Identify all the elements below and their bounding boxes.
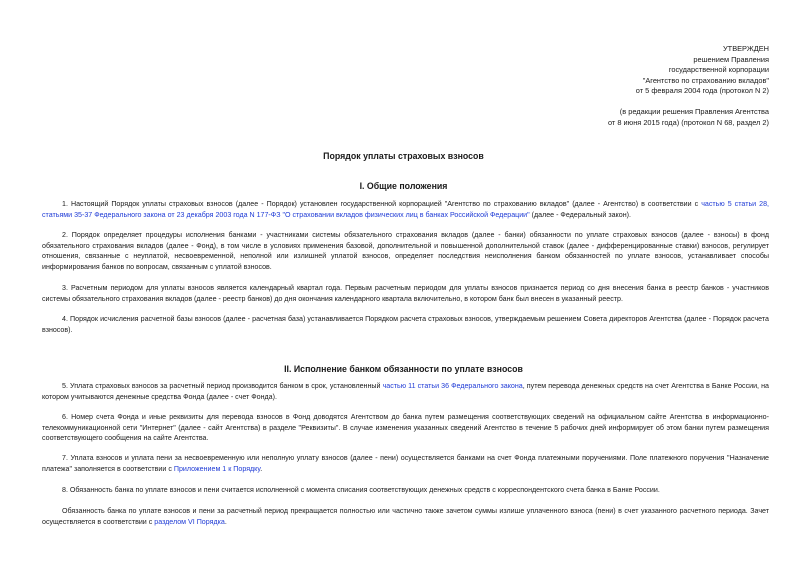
paragraph-6: 6. Номер счета Фонда и иные реквизиты для перевода взносов в Фонд доводятся Агентством до банка путем размещения соответствующих сведений на официальном сайте Агентства в информационно-телекоммуникационной сети "Интернет" (далее - сайт Агентства) в разделе "Реквизиты". В случае изменения указанных сведений Агентство в течение 5 рабочих дней информирует об этом банки путем размещения соответствующего сообщения на сайте Агентства. <box>42 413 769 443</box>
law-link[interactable]: частью 5 статьи 28, статьями 35-37 Федерального закона от 23 декабря 2003 года N 177-ФЗ "О страховании вкладов физических лиц в банках Российской Федерации" <box>42 200 769 219</box>
section-heading: I. Общие положения <box>359 181 448 191</box>
paragraph-2: 2. Порядок определяет процедуры исполнения банками - участниками системы обязательного страхования вкладов (далее - банки) обязанности по уплате страховых взносов (далее - взносы) в фонд обязательного страхования вкладов (далее - Фонд), в том числе в условиях применения базовой, дополнительной и повышенной дополнительной ставок (далее - дифференцированные ставки) взносов, регулирует отношения, связанные с неуплатой, несвоевременной, неполной или излишней уплатой взносов, определяет последствия неисполнения банком обязанностей по уплате взносов, устанавливает способы информирования банков по вопросам, связанным с уплатой взносов. <box>42 231 769 271</box>
paragraph-text: , путем перевода денежных средств на счет Агентства в Банке России, на котором учитываются денежные средства Фонда (далее - счет Фонда). <box>42 382 769 401</box>
paragraph-4: 4. Порядок исчисления расчетной базы взносов (далее - расчетная база) устанавливается Порядком расчета страховых взносов, утверждаемым решением Совета директоров Агентства (далее - Порядок расчета взносов). <box>42 315 769 334</box>
approval-line: решением Правления <box>693 54 769 64</box>
appendix-link[interactable]: Приложением 1 к Порядку <box>173 464 261 473</box>
document-title: Порядок уплаты страховых взносов <box>323 151 484 161</box>
section-link[interactable]: разделом VI Порядка <box>154 517 225 526</box>
approval-block <box>469 44 769 128</box>
edition-line: от 8 июня 2015 года) (протокол N 68, раздел 2) <box>607 117 769 127</box>
paragraph-1 <box>42 199 769 220</box>
paragraph-text: (далее - Федеральный закон). <box>529 210 631 219</box>
paragraph-3: 3. Расчетным периодом для уплаты взносов является календарный квартал года. Первым расчетным периодом для уплаты взносов признается период со дня внесения банка в реестр банков - участников системы обязательного страхования вкладов (далее - реестр банков) до дня окончания календарного квартала включительно, в котором банк был внесен в указанный реестр. <box>42 284 769 303</box>
paragraph-text: 5. Уплата страховых взносов за расчетный период производится банком в срок, установленный <box>62 382 383 390</box>
paragraph-text: 1. Настоящий Порядок уплаты страховых взносов (далее - Порядок) установлен государственной корпорацией "Агентство по страхованию вкладов" (далее - Агентство) в соответствии с <box>62 200 702 208</box>
paragraph-5 <box>42 381 769 402</box>
law-link[interactable]: частью 11 статьи 36 Федерального закона <box>382 382 523 390</box>
approval-line: "Агентство по страхованию вкладов" <box>642 75 769 85</box>
paragraph-text: . <box>224 517 227 526</box>
approval-line: государственной корпорации <box>668 65 769 75</box>
paragraph-text: . <box>260 464 263 473</box>
paragraph-text: Обязанность банка по уплате взносов и пени за расчетный период прекращается полностью или частично также зачетом суммы излише уплаченного взноса (пени) в счет указанного расчетного периода. Зачет осуществляется в соответствии с <box>42 507 769 526</box>
edition-line: (в редакции решения Правления Агентства <box>619 106 769 116</box>
paragraph-8: 8. Обязанность банка по уплате взносов и пени считается исполненной с момента списания соответствующих денежных средств с корреспондентского счета банка в Банке России. <box>62 486 660 494</box>
approval-line: от 5 февраля 2004 года (протокол N 2) <box>635 86 769 96</box>
paragraph-text: 7. Уплата взносов и уплата пени за несвоевременную или неполную уплату взносов (далее - пени) осуществляется банками на счет Фонда платежными поручениями. Поле платежного поручения "Назначение платежа" заполняется в соответствии с <box>42 454 769 473</box>
paragraph-9 <box>42 506 769 527</box>
section-heading: II. Исполнение банком обязанности по уплате взносов <box>284 364 523 374</box>
approval-line: УТВЕРЖДЕН <box>722 44 769 53</box>
paragraph-7 <box>42 453 769 474</box>
